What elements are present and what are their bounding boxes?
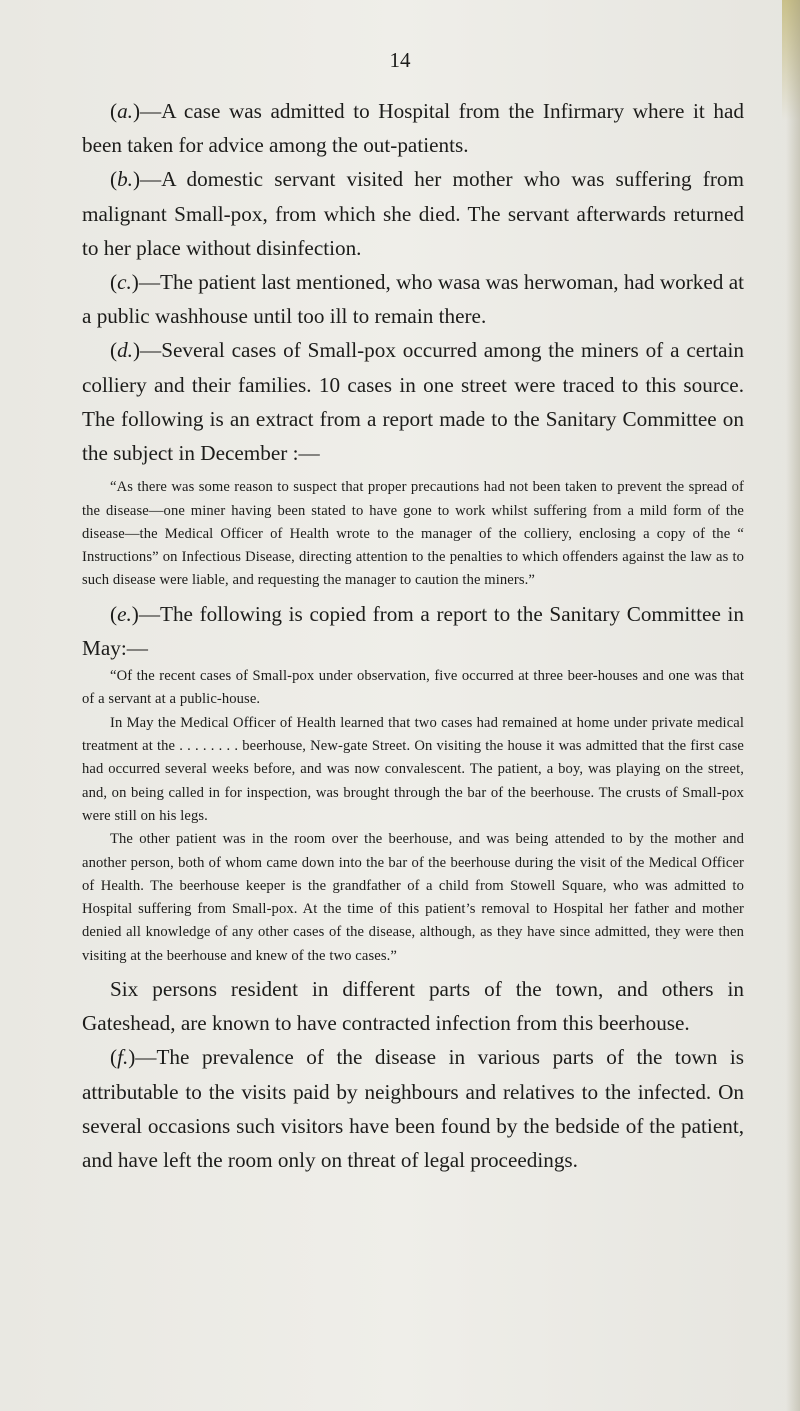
label-b: b. bbox=[117, 167, 133, 192]
label-a: a. bbox=[117, 99, 133, 123]
label-f: f. bbox=[117, 1045, 129, 1070]
text-f: )—The prevalence of the disease in various parts of the town is attributable to the visits paid by neighbours and relatives to the infected. On several occasions such visitors have been found by the bedside of the patient, and have left the room only on threat of legal proceedings. bbox=[82, 1045, 744, 1172]
quote-colliery-report: “As there was some reason to suspect that proper precautions had not been taken to prevent the spread of the disease—one miner having been stated to have gone to work whilst suffering from a mild form of the disease—the Medical Officer of Health wrote to the manager of the colliery, enclosing a copy of the “ Instructions” on Infectious Disease, directing attention to the penalties to which offenders against the law as to such disease were liable, and requesting the manager to caution the miners.” bbox=[82, 479, 744, 589]
quote-may-report-2: In May the Medical Officer of Health learned that two cases had remained at home under private medical treatment at the . . . . . . . . beerhouse, New-gate Street. On visiting the house it was admitted that the first case had occurred several weeks before, and was now convalescent. The patient, a boy, was playing on the street, and, on being called in for inspection, was brought through the bar of the beerhouse. The crusts of Small-pox were still on his legs. bbox=[82, 714, 744, 824]
paragraph-c: (c.)—The patient last mentioned, who wasa was herwoman, had worked at a public washhouse until too ill to remain there. bbox=[82, 270, 744, 329]
paragraph-a: (a.)—A case was admitted to Hospital from the Infirmary where it had been taken for advice among the out-patients. bbox=[82, 99, 744, 158]
text-c: )—The patient last mentioned, who wasa was herwoman, had worked at a public washhouse until too ill to remain there. bbox=[82, 270, 744, 329]
paragraph-beerhouse-infection: Six persons resident in different parts of the town, and others in Gateshead, are known to have contracted infection from this beerhouse. bbox=[82, 976, 744, 1036]
paragraph-b: (b.)—A domestic servant visited her mother who was suffering from malignant Small-pox, from which she died. The servant afterwards returned to her place without disinfection. bbox=[82, 167, 744, 260]
document-body bbox=[82, 94, 744, 1177]
quote-may-report-1: “Of the recent cases of Small-pox under observation, five occurred at three beer-houses and one was that of a servant at a public-house. bbox=[82, 668, 744, 708]
quote-may-report-3: The other patient was in the room over the beerhouse, and was being attended to by the mother and another person, both of whom came down into the bar of the beerhouse during the visit of the Medical Officer of Health. The beerhouse keeper is the grandfather of a child from Stowell Square, who was admitted to Hospital suffering from Small-pox. At the time of this patient’s removal to Hospital her father and mother denied all knowledge of any other cases of the disease, although, as they have since admitted, they were then visiting at the beerhouse and knew of the two cases.” bbox=[82, 831, 744, 964]
text-e: )—The following is copied from a report to the Sanitary Committee in May:— bbox=[82, 601, 744, 660]
paragraph-f: (f.)—The prevalence of the disease in various parts of the town is attributable to the visits paid by neighbours and relatives to the infected. On several occasions such visitors have been found by the bedside of the patient, and have left the room only on threat of legal proceedings. bbox=[82, 1045, 744, 1172]
text-b: )—A domestic servant visited her mother who was suffering from malignant Small-pox, from which she died. The servant afterwards returned to her place without disinfection. bbox=[82, 167, 744, 260]
paragraph-e: (e.)—The following is copied from a report to the Sanitary Committee in May:— bbox=[82, 601, 744, 660]
text-d: )—Several cases of Small-pox occurred among the miners of a certain colliery and their families. 10 cases in one street were traced to this source. The following is an extract from a report made to the Sanitary Committee on the subject in December :— bbox=[82, 338, 744, 466]
page-edge-shadow bbox=[786, 0, 800, 1411]
paragraph-d: (d.)—Several cases of Small-pox occurred among the miners of a certain colliery and their families. 10 cases in one street were traced to this source. The following is an extract from a report made to the Sanitary Committee on the subject in December :— bbox=[82, 338, 744, 466]
page-number: 14 bbox=[389, 48, 411, 72]
label-e: e. bbox=[117, 601, 132, 626]
label-c: c. bbox=[117, 270, 132, 295]
text-a: )—A case was admitted to Hospital from the Infirmary where it had been taken for advice among the out-patients. bbox=[82, 99, 744, 158]
label-d: d. bbox=[117, 338, 133, 363]
